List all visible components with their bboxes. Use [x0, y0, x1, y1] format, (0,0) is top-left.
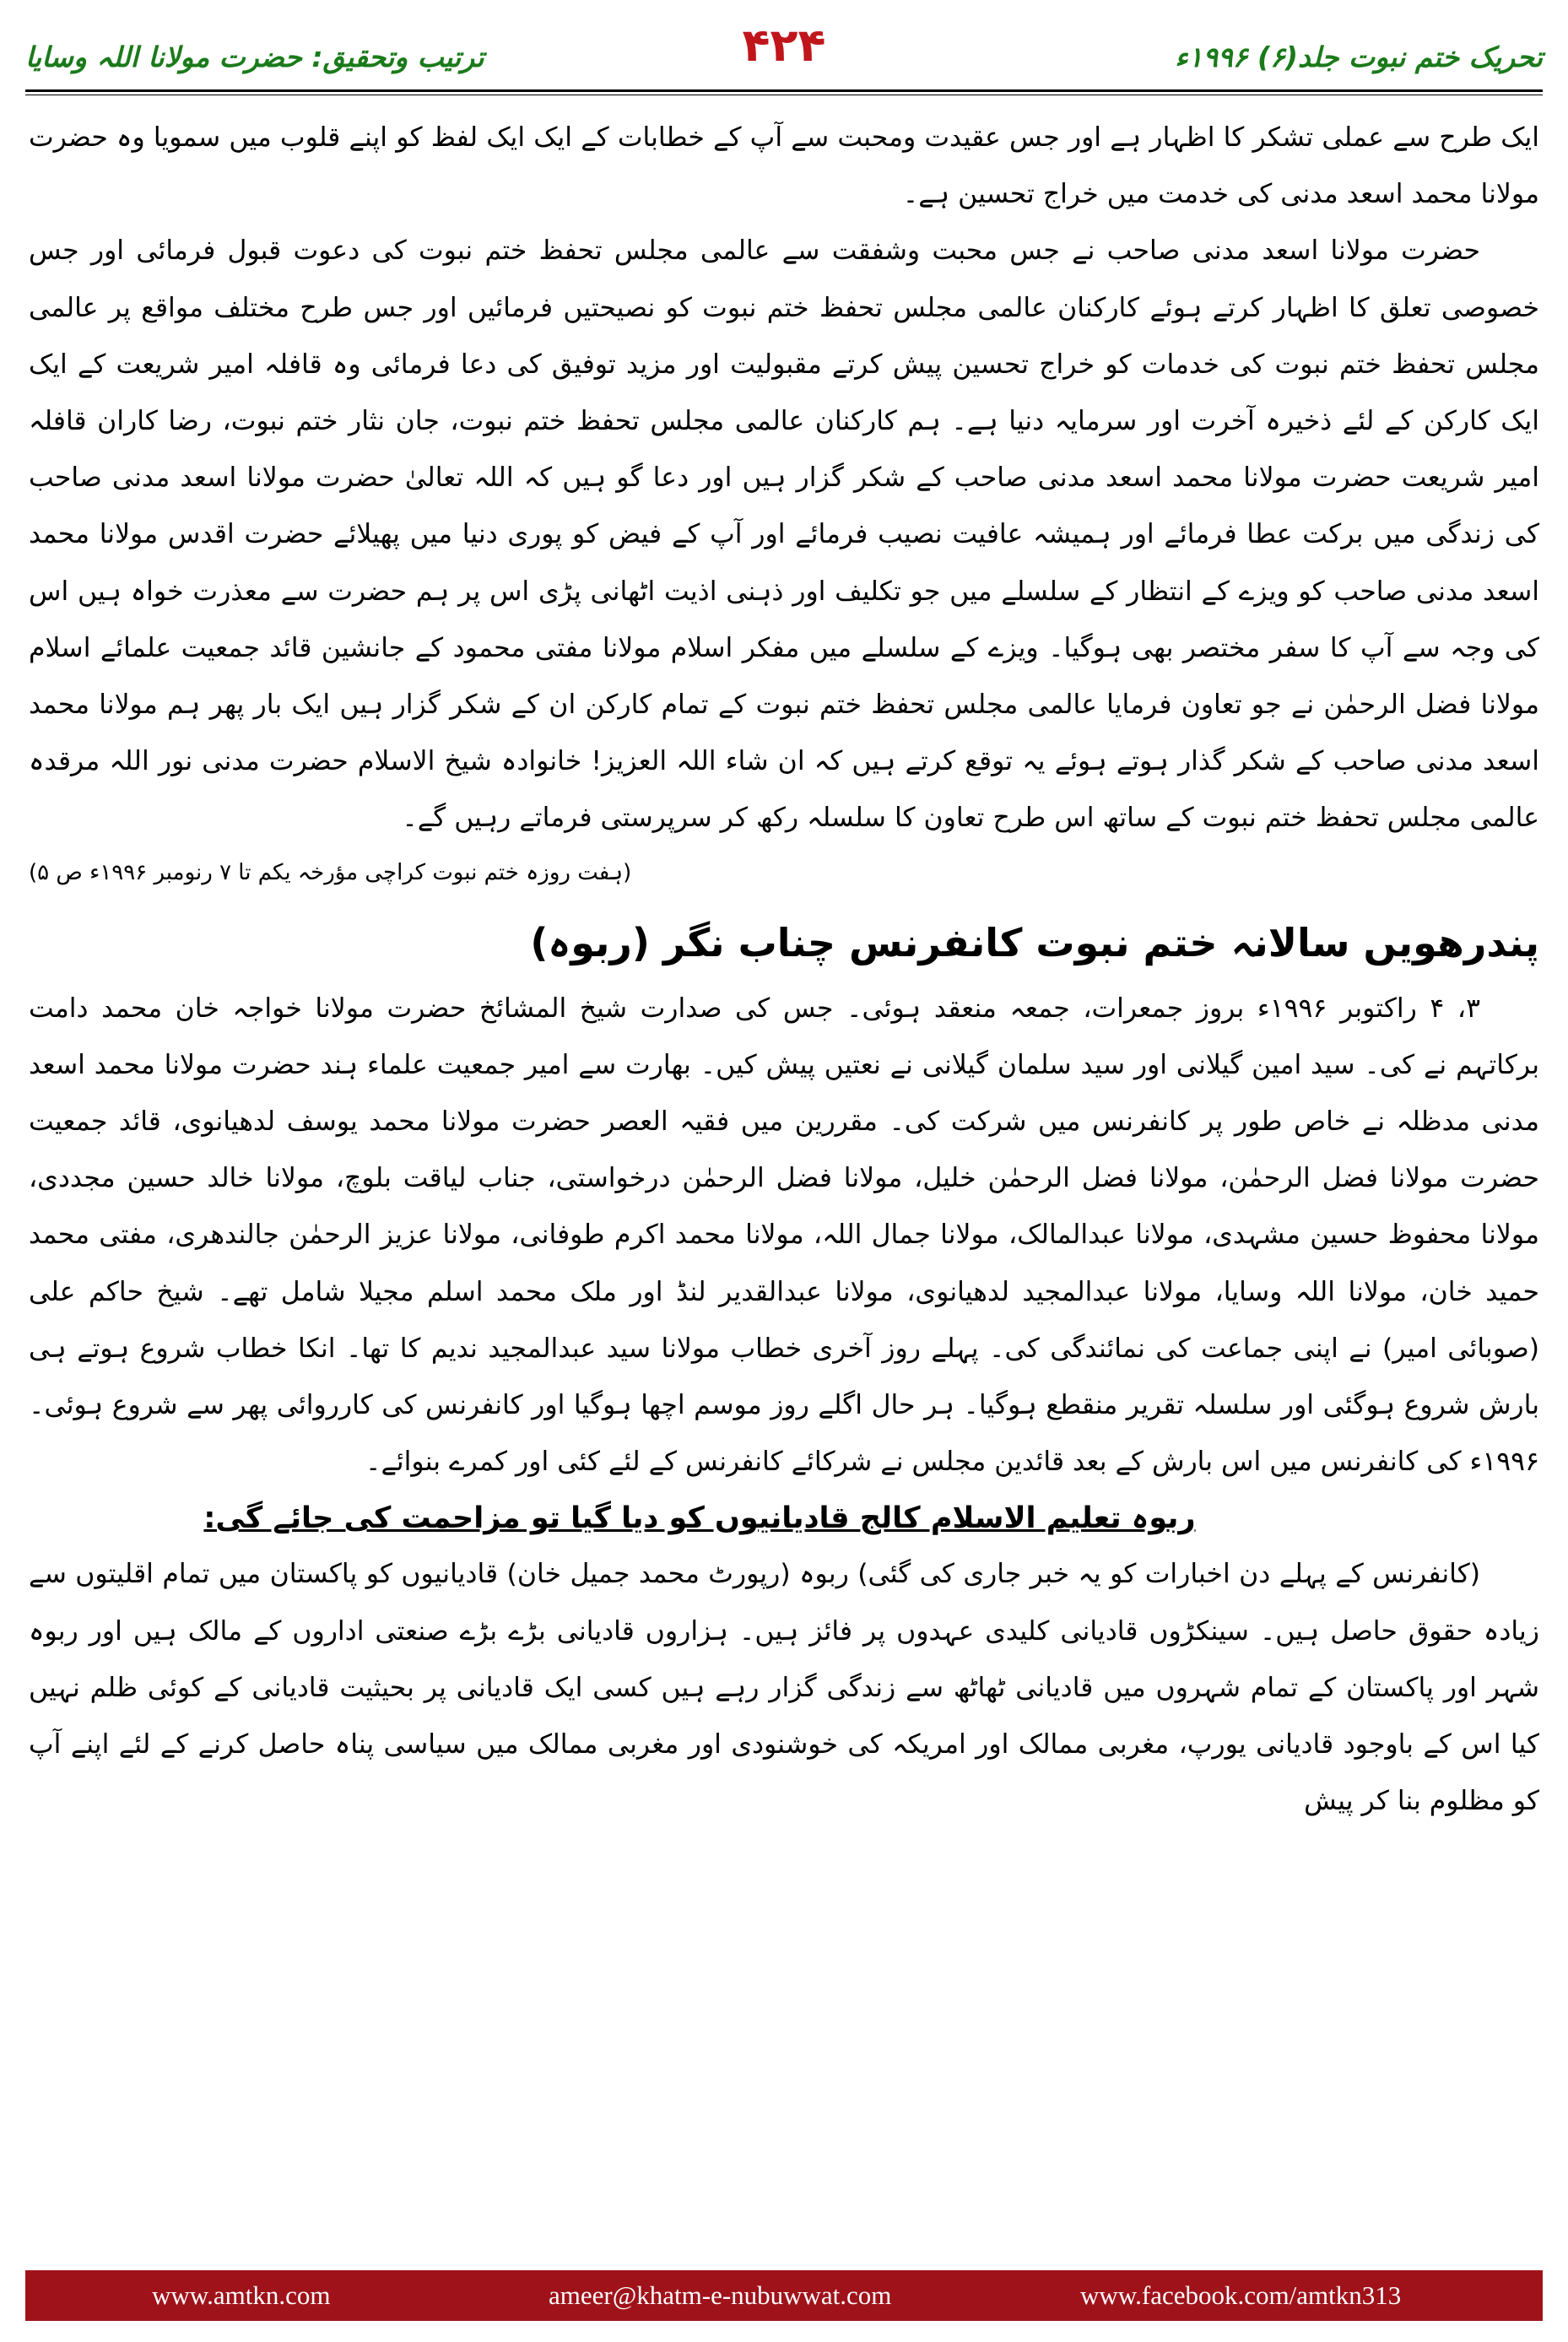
page-footer [25, 2270, 1543, 2321]
paragraph-3: ۳، ۴ راکتوبر ۱۹۹۶ء بروز جمعرات، جمعہ منعقد ہوئی۔ جس کی صدارت شیخ المشائخ حضرت مولانا خواجہ خان محمد دامت برکاتہم نے کی۔ سید امین گیلانی اور سید سلمان گیلانی نے نعتیں پیش کیں۔ بھارت سے امیر جمعیت علماء ہند حضرت مولانا محمد اسعد مدنی مدظلہ نے خاص طور پر کانفرنس میں شرکت کی۔ مقررین میں فقیہ العصر حضرت مولانا محمد یوسف لدھیانوی، قائد جمعیت حضرت مولانا فضل الرحمٰن، مولانا فضل الرحمٰن خلیل، مولانا فضل الرحمٰن درخواستی، جناب لیاقت بلوچ، مولانا خالد حسین مجددی، مولانا محفوظ حسین مشہدی، مولانا عبدالمالک، مولانا جمال اللہ، مولانا محمد اکرم طوفانی، مولانا عزیز الرحمٰن جالندھری، مفتی محمد حمید خان، مولانا اللہ وسایا، مولانا عبدالمجید لدھیانوی، مولانا عبدالقدیر لنڈ اور ملک محمد اسلم مجیلا شامل تھے۔ شیخ حاکم علی (صوبائی امیر) نے اپنی جماعت کی نمائندگی کی۔ پہلے روز آخری خطاب مولانا سید عبدالمجید ندیم کا تھا۔ انکا خطاب شروع ہوتے ہی بارش شروع ہوگئی اور سلسلہ تقریر منقطع ہوگیا۔ ہر حال اگلے روز موسم اچھا ہوگیا اور کانفرنس کی کارروائی پھر سے شروع ہوئی۔ ۱۹۹۶ء کی کانفرنس میں اس بارش کے بعد قائدین مجلس نے شرکائے کانفرنس کے لئے کئی اور کمرے بنوائے۔ [29, 993, 1539, 1478]
paragraph-4: (کانفرنس کے پہلے دن اخبارات کو یہ خبر جاری کی گئی) ربوہ (رپورٹ محمد جمیل خان) قادیانیوں کو پاکستان میں تمام اقلیتوں سے زیادہ حقوق حاصل ہیں۔ سینکڑوں قادیانی کلیدی عہدوں پر فائز ہیں۔ ہزاروں قادیانی بڑے بڑے صنعتی اداروں کے مالک ہیں اور ربوہ شہر اور پاکستان کے تمام شہروں میں قادیانی ٹھاٹھ سے زندگی گزار رہے ہیں کسی ایک قادیانی پر بحیثیت قادیانی کے کوئی ظلم نہیں کیا اس کے باوجود قادیانی یورپ، مغربی ممالک اور امریکہ کی خوشنودی اور مغربی ممالک میں سیاسی پناہ حاصل کرنے کے لئے اپنے آپ کو مظلوم بنا کر پیش [29, 1559, 1539, 1817]
header-book-title: تحریک ختم نبوت جلد(۶) ۱۹۹۶ء [1175, 41, 1543, 73]
page-header [25, 19, 1543, 93]
paragraph-1: ایک طرح سے عملی تشکر کا اظہار ہے اور جس عقیدت ومحبت سے آپ کے خطابات کے ایک ایک لفظ کو اپنے قلوب میں سمویا وہ حضرت مولانا محمد اسعد مدنی کی خدمت میں خراج تحسین ہے۔ [29, 122, 1539, 210]
sub-heading: ربوہ تعلیم الاسلام کالج قادیانیوں کو دیا گیا تو مزاحمت کی جائے گی: [203, 1501, 1196, 1536]
section-heading: پندرھویں سالانہ ختم نبوت کانفرنس چناب نگر (ربوہ) [530, 919, 1539, 965]
footer-facebook-link[interactable]: www.facebook.com/amtkn313 [1080, 2280, 1402, 2310]
header-rule [25, 89, 1543, 92]
header-compiler: ترتیب وتحقیق: حضرت مولانا اللہ وسایا [25, 41, 484, 73]
page-number: ۴۲۴ [742, 19, 826, 72]
footer-email-link[interactable]: ameer@khatm-e-nubuwwat.com [549, 2280, 892, 2310]
footer-website-link[interactable]: www.amtkn.com [152, 2280, 331, 2310]
source-citation: (ہفت روزہ ختم نبوت کراچی مؤرخہ یکم تا ۷ رنومبر ۱۹۹۶ء ص ۵) [29, 859, 632, 885]
page-body [29, 110, 1539, 1830]
paragraph-2: حضرت مولانا اسعد مدنی صاحب نے جس محبت وشفقت سے عالمی مجلس تحفظ ختم نبوت کی دعوت قبول فرمائی اور جس خصوصی تعلق کا اظہار کرتے ہوئے کارکنان عالمی مجلس تحفظ ختم نبوت کو نصیحتیں فرمائیں اور جس طرح مختلف مواقع پر عالمی مجلس تحفظ ختم نبوت کی خدمات کو خراج تحسین پیش کرتے مقبولیت اور مزید توفیق کی دعا فرمائی وہ قافلہ امیر شریعت کے ایک ایک کارکن کے لئے ذخیرہ آخرت اور سرمایہ دنیا ہے۔ ہم کارکنان عالمی مجلس تحفظ ختم نبوت، جان نثار ختم نبوت، رضا کاران قافلہ امیر شریعت حضرت مولانا محمد اسعد مدنی صاحب کے شکر گزار ہیں اور دعا گو ہیں کہ اللہ تعالیٰ حضرت مولانا اسعد مدنی صاحب کی زندگی میں برکت عطا فرمائے اور ہمیشہ عافیت نصیب فرمائے اور آپ کے فیض کو پوری دنیا میں پھیلائے حضرت اقدس مولانا محمد اسعد مدنی صاحب کو ویزے کے انتظار کے سلسلے میں جو تکلیف اور ذہنی اذیت اٹھانی پڑی اس پر ہم حضرت سے معذرت خواہ ہیں اس کی وجہ سے آپ کا سفر مختصر بھی ہوگیا۔ ویزے کے سلسلے میں مفکر اسلام مولانا مفتی محمود کے جانشین قائد جمعیت علمائے اسلام مولانا فضل الرحمٰن نے جو تعاون فرمایا عالمی مجلس تحفظ ختم نبوت کے تمام کارکن ان کے شکر گزار ہیں ایک بار پھر ہم مولانا محمد اسعد مدنی صاحب کے شکر گذار ہوتے ہوئے یہ توقع کرتے ہیں کہ ان شاء اللہ العزیز! خانوادہ شیخ الاسلام حضرت مدنی نور اللہ مرقدہ عالمی مجلس تحفظ ختم نبوت کے ساتھ اس طرح تعاون کا سلسلہ رکھ کر سرپرستی فرماتے رہیں گے۔ [29, 235, 1539, 834]
